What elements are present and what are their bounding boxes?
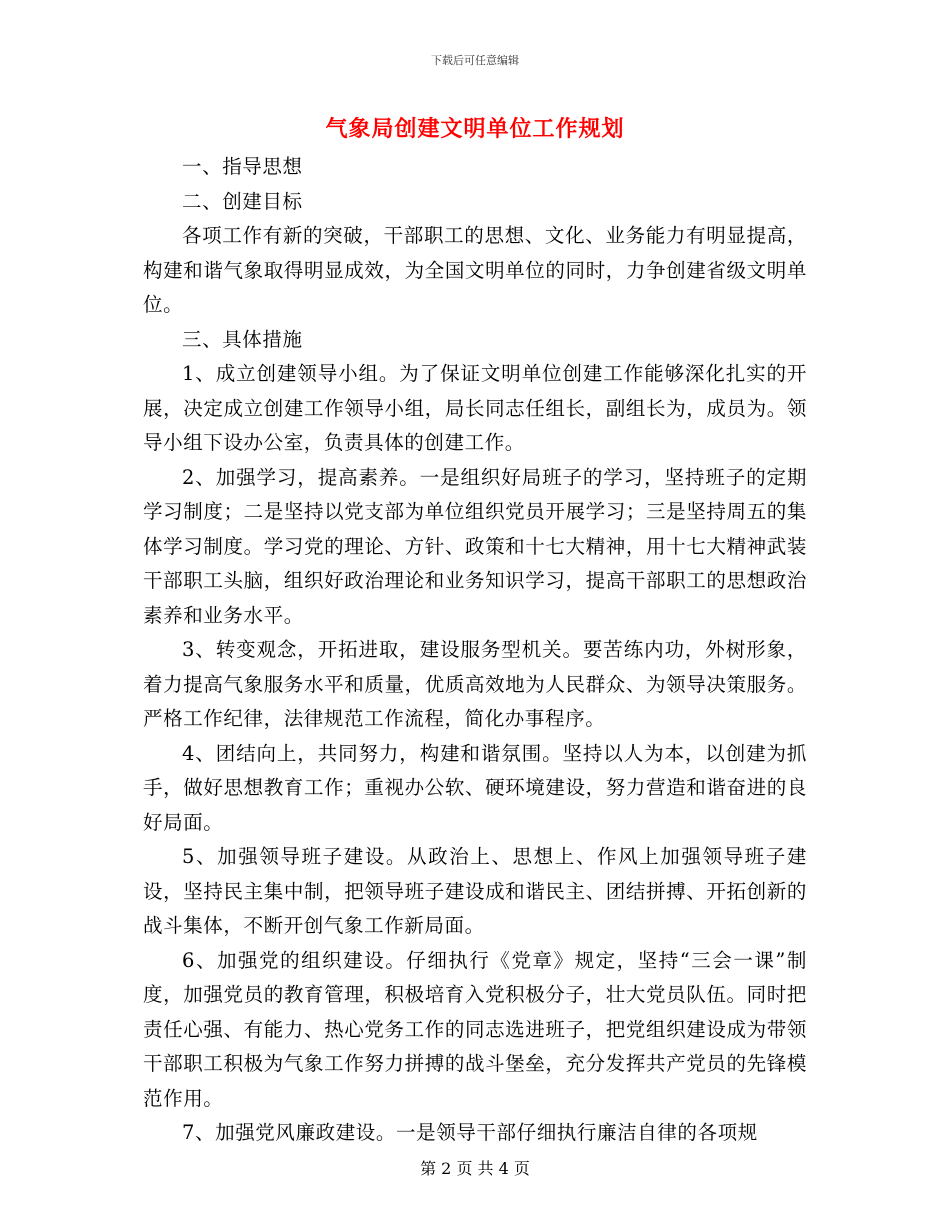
- document-body: [143, 150, 807, 1151]
- paragraph-measure-6: 6、加强党的组织建设。仔细执行《党章》规定，坚持“三会一课”制度，加强党员的教育管理，积极培育入党积极分子，壮大党员队伍。同时把责任心强、有能力、热心党务工作的同志选进班子，把党组织建设成为带领干部职工积极为气象工作努力拼搏的战斗堡垒，充分发挥共产党员的先锋模范作用。: [143, 948, 807, 1110]
- heading-specific-measures: 三、具体措施: [182, 327, 303, 351]
- paragraph-measure-2: 2、加强学习，提高素养。一是组织好局班子的学习，坚持班子的定期学习制度；二是坚持以党支部为单位组织党员开展学习；三是坚持周五的集体学习制度。学习党的理论、方针、政策和十七大精神，用十七大精神武装干部职工头脑，组织好政治理论和业务知识学习，提高干部职工的思想政治素养和业务水平。: [143, 465, 807, 627]
- page-number-footer: 第 2 页 共 4 页: [420, 1159, 530, 1178]
- paragraph-measure-7: 7、加强党风廉政建设。一是领导干部仔细执行廉洁自律的各项规: [182, 1121, 758, 1144]
- paragraph-measure-5: 5、加强领导班子建设。从政治上、思想上、作风上加强领导班子建设，坚持民主集中制，把领导班子建设成和谐民主、团结拼搏、开拓创新的战斗集体，不断开创气象工作新局面。: [143, 845, 807, 937]
- paragraph-measure-3: 3、转变观念，开拓进取，建设服务型机关。要苦练内功，外树形象，着力提高气象服务水平和质量，优质高效地为人民群众、为领导决策服务。严格工作纪律，法律规范工作流程，简化办事程序。: [143, 638, 807, 730]
- document-title: 气象局创建文明单位工作规划: [325, 116, 625, 142]
- paragraph-measure-4: 4、团结向上，共同努力，构建和谐氛围。坚持以人为本，以创建为抓手，做好思想教育工作；重视办公软、硬环境建设，努力营造和谐奋进的良好局面。: [143, 741, 807, 834]
- paragraph-measure-1: 1、成立创建领导小组。为了保证文明单位创建工作能够深化扎实的开展，决定成立创建工作领导小组，局长同志任组长，副组长为，成员为。领导小组下设办公室，负责具体的创建工作。: [143, 362, 807, 454]
- header-note: 下载后可任意编辑: [431, 54, 519, 67]
- heading-creation-goals: 二、创建目标: [182, 189, 303, 213]
- heading-guiding-ideology: 一、指导思想: [182, 155, 303, 178]
- paragraph-goals: 各项工作有新的突破，干部职工的思想、文化、业务能力有明显提高，构建和谐气象取得明显成效，为全国文明单位的同时，力争创建省级文明单位。: [143, 224, 807, 316]
